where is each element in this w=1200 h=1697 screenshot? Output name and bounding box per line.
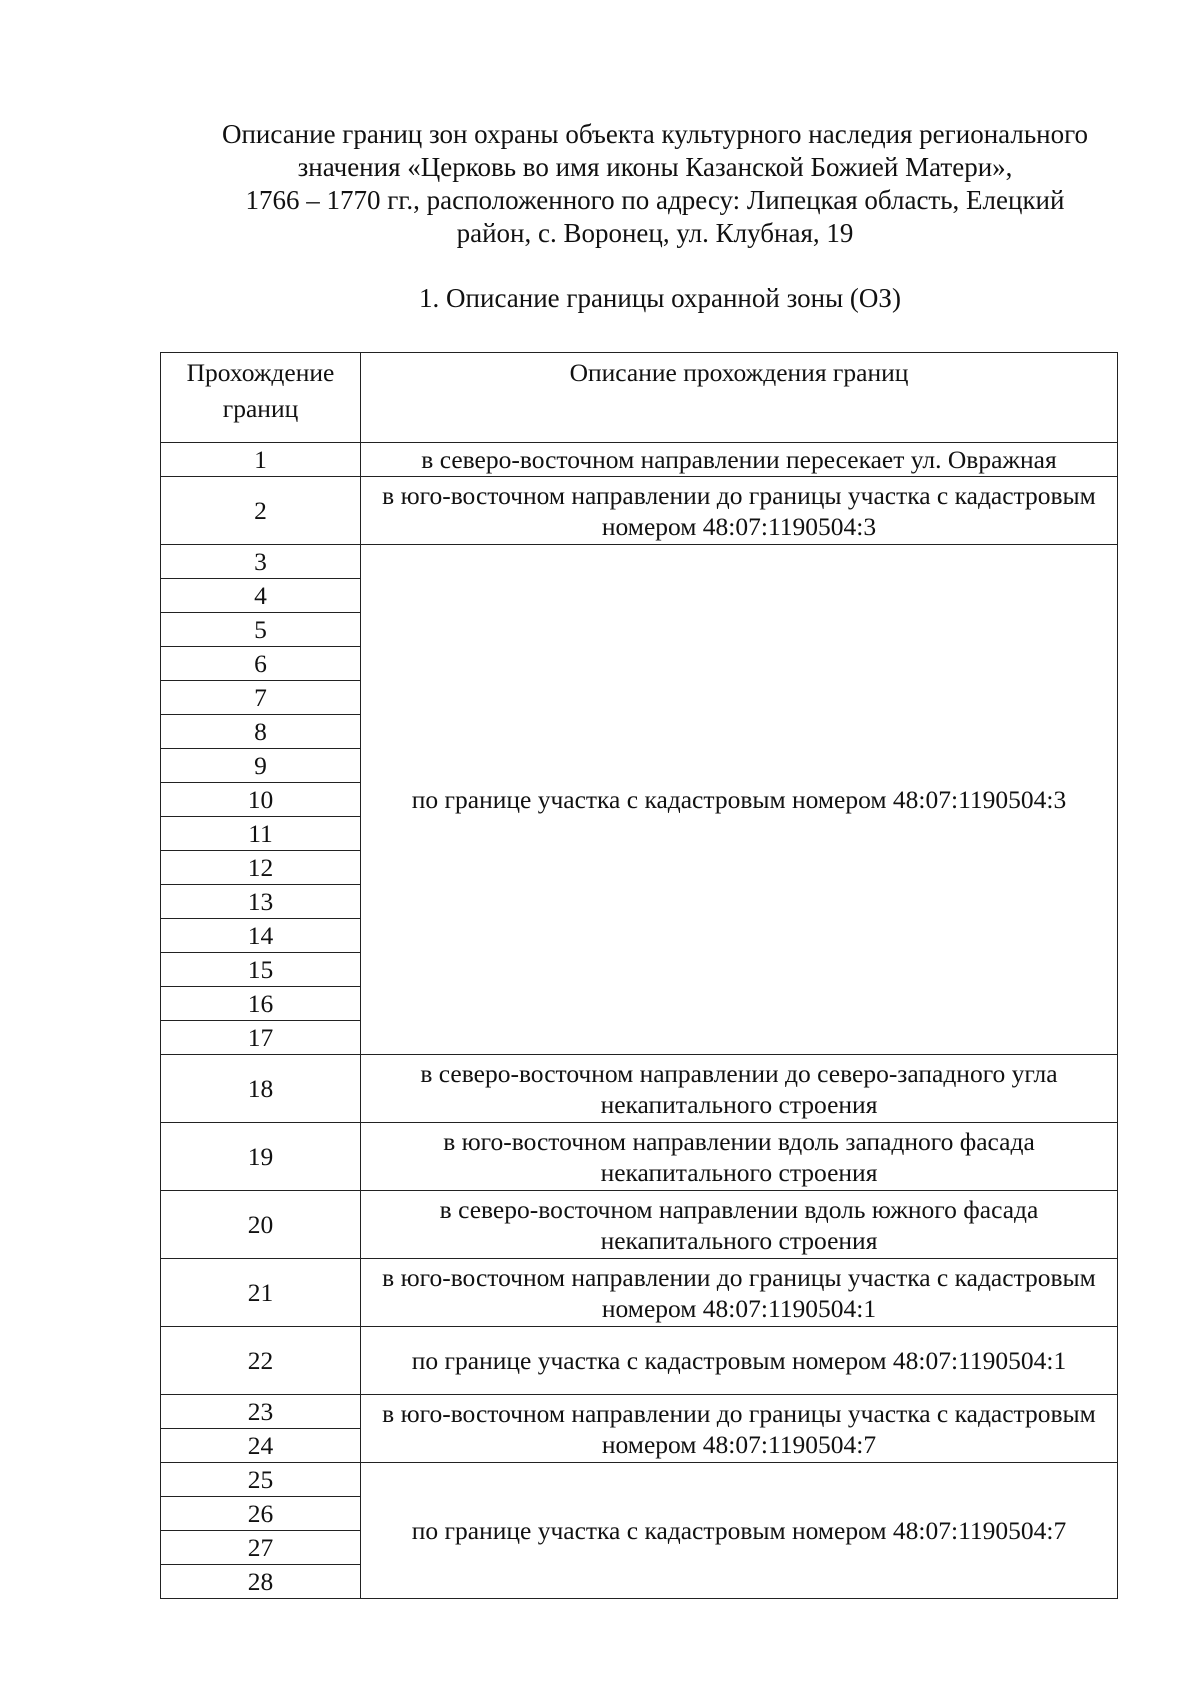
point-cell: 18 <box>161 1055 361 1123</box>
point-cell: 20 <box>161 1191 361 1259</box>
point-cell: 8 <box>161 715 361 749</box>
table-row <box>161 1123 1118 1191</box>
point-cell: 3 <box>161 545 361 579</box>
point-cell: 16 <box>161 987 361 1021</box>
description-cell: в северо-восточном направлении вдоль южного фасада некапитального строения <box>361 1191 1118 1259</box>
description-cell: в юго-восточном направлении до границы участка с кадастровым номером 48:07:1190504:1 <box>361 1259 1118 1327</box>
point-cell: 5 <box>161 613 361 647</box>
title-line: значения «Церковь во имя иконы Казанской Божией Матери», <box>297 152 1013 182</box>
table-row <box>161 1055 1118 1123</box>
point-cell: 26 <box>161 1497 361 1531</box>
point-cell: 11 <box>161 817 361 851</box>
document-title <box>190 118 1120 250</box>
point-cell: 12 <box>161 851 361 885</box>
point-cell: 17 <box>161 1021 361 1055</box>
point-cell: 22 <box>161 1327 361 1395</box>
point-cell: 24 <box>161 1429 361 1463</box>
title-line: 1766 – 1770 гг., расположенного по адресу: Липецкая область, Елецкий <box>245 185 1065 215</box>
point-cell: 21 <box>161 1259 361 1327</box>
table-row <box>161 545 1118 579</box>
description-cell: в северо-восточном направлении пересекает ул. Овражная <box>361 443 1118 477</box>
point-cell: 23 <box>161 1395 361 1429</box>
table-header-row <box>161 353 1118 443</box>
description-cell: в юго-восточном направлении вдоль западного фасада некапитального строения <box>361 1123 1118 1191</box>
point-cell: 1 <box>161 443 361 477</box>
title-line: район, с. Воронец, ул. Клубная, 19 <box>456 218 854 248</box>
header-description: Описание прохождения границ <box>361 353 1118 443</box>
table-row <box>161 443 1118 477</box>
point-cell: 25 <box>161 1463 361 1497</box>
description-cell: в юго-восточном направлении до границы участка с кадастровым номером 48:07:1190504:3 <box>361 477 1118 545</box>
description-cell: по границе участка с кадастровым номером 48:07:1190504:7 <box>361 1463 1118 1599</box>
title-line: Описание границ зон охраны объекта культурного наследия регионального <box>221 119 1089 149</box>
point-cell: 14 <box>161 919 361 953</box>
table-row <box>161 1463 1118 1497</box>
point-cell: 9 <box>161 749 361 783</box>
point-cell: 27 <box>161 1531 361 1565</box>
description-cell: по границе участка с кадастровым номером 48:07:1190504:3 <box>361 545 1118 1055</box>
point-cell: 28 <box>161 1565 361 1599</box>
table-row <box>161 1327 1118 1395</box>
boundary-table <box>160 352 1118 1599</box>
point-cell: 10 <box>161 783 361 817</box>
point-cell: 19 <box>161 1123 361 1191</box>
header-point: Прохождение границ <box>161 353 361 443</box>
description-cell: в северо-восточном направлении до северо-западного угла некапитального строения <box>361 1055 1118 1123</box>
table-row <box>161 477 1118 545</box>
table-row <box>161 1191 1118 1259</box>
point-cell: 2 <box>161 477 361 545</box>
table-row <box>161 1395 1118 1429</box>
point-cell: 15 <box>161 953 361 987</box>
table-row <box>161 1259 1118 1327</box>
point-cell: 13 <box>161 885 361 919</box>
description-cell: в юго-восточном направлении до границы участка с кадастровым номером 48:07:1190504:7 <box>361 1395 1118 1463</box>
section-title: 1. Описание границы охранной зоны (ОЗ) <box>419 283 901 313</box>
point-cell: 7 <box>161 681 361 715</box>
description-cell: по границе участка с кадастровым номером 48:07:1190504:1 <box>361 1327 1118 1395</box>
point-cell: 4 <box>161 579 361 613</box>
point-cell: 6 <box>161 647 361 681</box>
